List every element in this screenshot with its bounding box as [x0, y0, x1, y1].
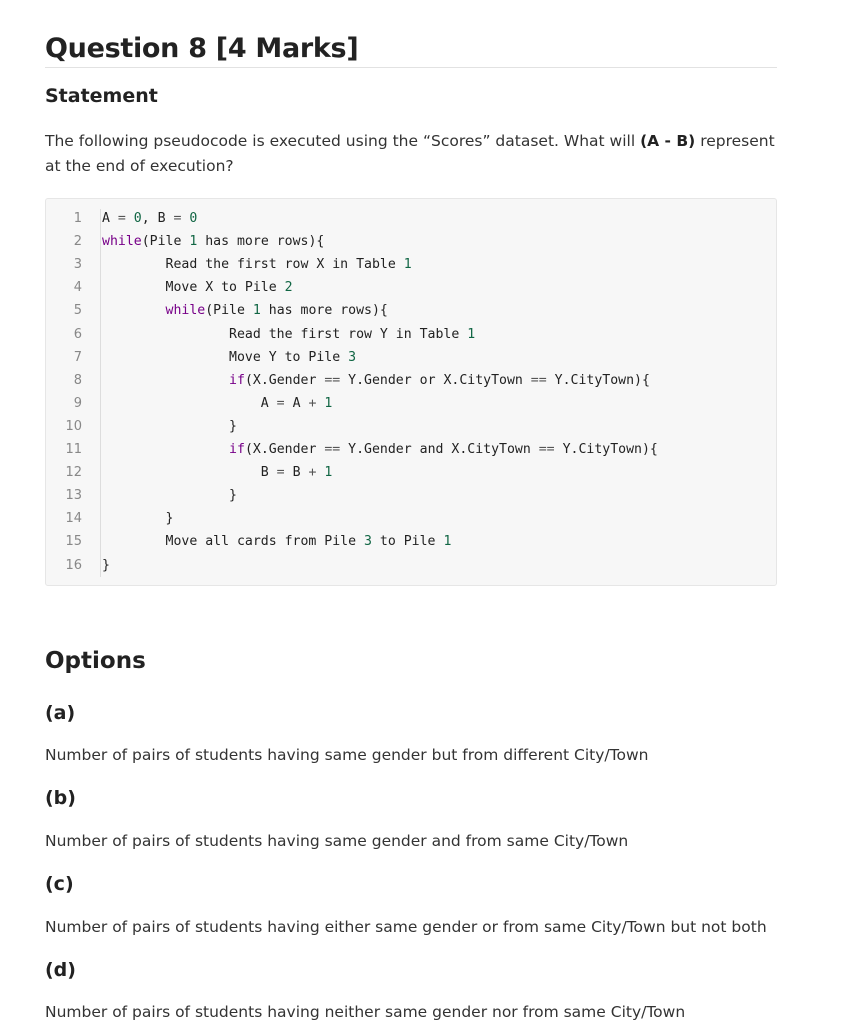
code-line — [46, 392, 776, 415]
option-a-text: Number of pairs of students having same gender but from different City/Town — [45, 746, 649, 764]
option-d-text: Number of pairs of students having neither same gender nor from same City/Town — [45, 1003, 686, 1021]
code-line — [46, 415, 776, 438]
statement-text-end: represent at the end of execution? — [45, 132, 775, 175]
line-number: 7 — [73, 349, 82, 365]
code-text: } — [102, 511, 174, 527]
line-number: 2 — [73, 234, 82, 250]
question-page — [45, 30, 777, 1021]
line-number: 15 — [65, 534, 82, 550]
code-line — [46, 346, 776, 369]
option-a-label: (a) — [45, 702, 76, 724]
line-number: 13 — [65, 488, 82, 504]
line-number: 5 — [73, 303, 82, 319]
code-line — [46, 507, 776, 530]
code-text: if(X.Gender == Y.Gender and X.CityTown == Y.CityTown){ — [229, 442, 658, 457]
statement-bold-expression: (A - B) — [640, 132, 696, 150]
code-line — [46, 230, 776, 253]
title-divider — [45, 67, 777, 68]
line-number: 9 — [73, 395, 82, 411]
code-text: while(Pile 1 has more rows){ — [165, 303, 388, 319]
statement-text — [45, 129, 777, 179]
statement-heading: Statement — [45, 85, 158, 107]
code-line — [46, 369, 776, 392]
line-number: 3 — [73, 257, 82, 273]
option-b-label: (b) — [45, 787, 76, 809]
line-number: 1 — [73, 211, 82, 226]
code-text: } — [102, 488, 237, 504]
line-number: 12 — [65, 465, 82, 481]
code-text: if(X.Gender == Y.Gender or X.CityTown == Y.CityTown){ — [229, 372, 650, 388]
code-text: while(Pile 1 has more rows){ — [102, 234, 325, 250]
code-text: B = B + 1 — [102, 465, 333, 481]
line-number: 16 — [65, 557, 82, 573]
question-title: Question 8 [4 Marks] — [45, 33, 359, 64]
code-line — [46, 253, 776, 276]
line-number: 8 — [73, 372, 82, 388]
code-block — [45, 198, 777, 586]
code-text: A = A + 1 — [102, 395, 333, 411]
code-text: Move Y to Pile 3 — [102, 349, 357, 365]
code-line — [46, 207, 776, 230]
code-text: Read the first row Y in Table 1 — [102, 326, 476, 342]
option-c-text: Number of pairs of students having either same gender or from same City/Town but not both — [45, 918, 767, 936]
option-d-label: (d) — [45, 959, 76, 981]
code-text: } — [102, 557, 110, 573]
code-line — [46, 323, 776, 346]
line-number: 11 — [65, 442, 82, 457]
options-heading: Options — [45, 648, 146, 674]
statement-text-start: The following pseudocode is executed using the “Scores” dataset. What will — [45, 132, 641, 150]
code-text: Read the first row X in Table 1 — [102, 257, 412, 273]
line-number: 10 — [65, 418, 82, 434]
line-number: 6 — [73, 326, 82, 342]
option-c-label: (c) — [45, 873, 74, 895]
code-line — [46, 530, 776, 553]
code-text: Move X to Pile 2 — [102, 280, 293, 296]
code-line — [46, 438, 776, 461]
code-line — [46, 554, 776, 577]
line-number: 14 — [65, 511, 82, 527]
option-b-text: Number of pairs of students having same gender and from same City/Town — [45, 832, 629, 850]
code-text: A = 0, B = 0 — [102, 211, 198, 226]
code-text: } — [102, 418, 237, 434]
code-line — [46, 461, 776, 484]
line-number: 4 — [73, 280, 82, 296]
code-text: Move all cards from Pile 3 to Pile 1 — [102, 534, 452, 550]
code-line — [46, 276, 776, 299]
code-line — [46, 299, 776, 322]
code-line — [46, 484, 776, 507]
